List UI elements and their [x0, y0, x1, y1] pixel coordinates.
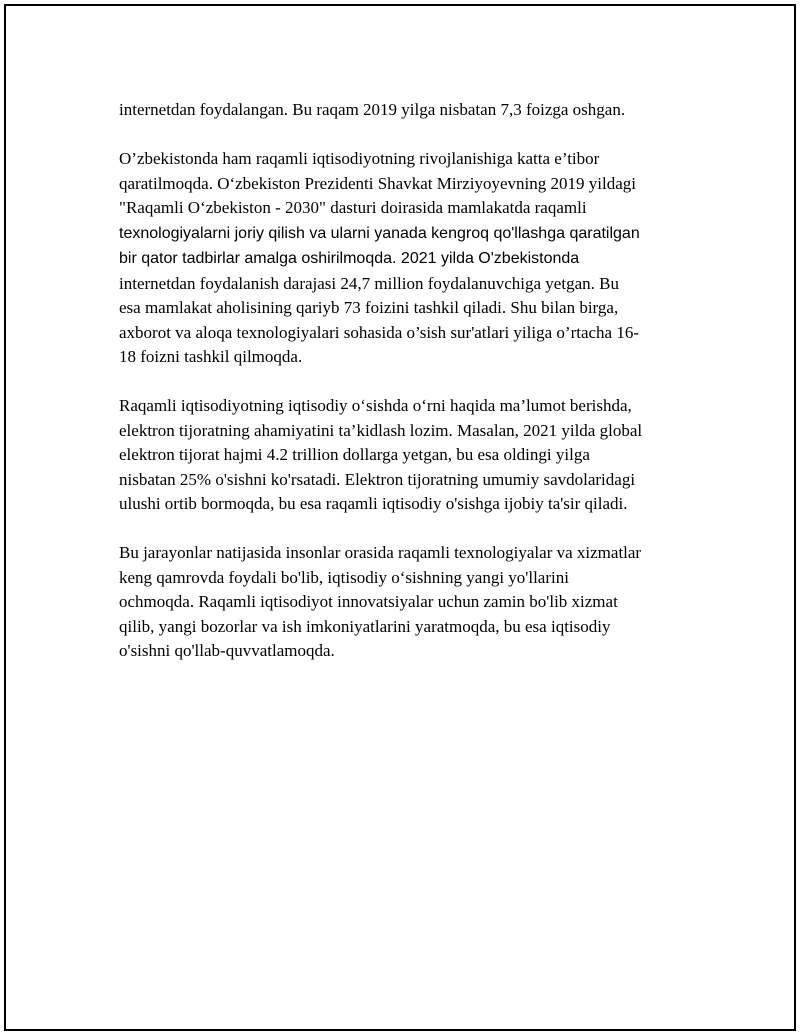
paragraph-2-line: qaratilmoqda. O‘zbekiston Prezidenti Shavkat Mirziyoyevning 2019 yildagi	[119, 173, 636, 193]
paragraph-2-line: bir qator tadbirlar amalga oshirilmoqda. 2021 yilda O'zbekistonda	[119, 250, 580, 267]
paragraph-4-line: qilib, yangi bozorlar va ish imkoniyatlarini yaratmoqda, bu esa iqtisodiy	[119, 616, 611, 636]
paragraph-3-line: elektron tijoratning ahamiyatini ta’kidlash lozim. Masalan, 2021 yilda global	[119, 420, 643, 440]
document-page	[4, 4, 796, 1031]
paragraph-2-line: "Raqamli O‘zbekiston - 2030" dasturi doirasida mamlakatda raqamli	[119, 198, 587, 217]
paragraph-2-line: texnologiyalarni joriy qilish va ularni yanada kengroq qo'llashga qaratilgan	[119, 224, 640, 242]
paragraph-1	[119, 98, 697, 123]
paragraph-4-line: o'sishni qo'llab-quvvatlamoqda.	[119, 641, 335, 660]
paragraph-4-line: ochmoqda. Raqamli iqtisodiyot innovatsiyalar uchun zamin bo'lib xizmat	[119, 592, 618, 611]
paragraph-2-line: internetdan foydalanish darajasi 24,7 million foydalanuvchiga yetgan. Bu	[119, 273, 619, 293]
paragraph-2	[119, 147, 697, 370]
paragraph-4-line: Bu jarayonlar natijasida insonlar orasida raqamli texnologiyalar va xizmatlar	[119, 543, 642, 562]
paragraph-3-line: Raqamli iqtisodiyotning iqtisodiy o‘sishda o‘rni haqida ma’lumot berishda,	[119, 396, 632, 415]
paragraph-3	[119, 394, 697, 517]
paragraph-3-line: ulushi ortib bormoqda, bu esa raqamli iqtisodiy o'sishga ijobiy ta'sir qiladi.	[119, 494, 628, 513]
paragraph-2-line: esa mamlakat aholisining qariyb 73 foizini tashkil qiladi. Shu bilan birga,	[119, 298, 619, 317]
paragraph-4	[119, 541, 697, 664]
paragraph-3-line: elektron tijorat hajmi 4.2 trillion dollarga yetgan, bu esa oldingi yilga	[119, 445, 590, 464]
paragraph-1-text: internetdan foydalangan. Bu raqam 2019 yilga nisbatan 7,3 foizga oshgan.	[119, 100, 626, 119]
document-body	[119, 98, 697, 688]
paragraph-4-line: keng qamrovda foydali bo'lib, iqtisodiy o‘sishning yangi yo'llarini	[119, 567, 569, 587]
paragraph-2-line: O’zbekistonda ham raqamli iqtisodiyotning rivojlanishiga katta e’tibor	[119, 149, 600, 168]
paragraph-3-line: nisbatan 25% o'sishni ko'rsatadi. Elektron tijoratning umumiy savdolaridagi	[119, 469, 636, 489]
paragraph-2-line: axborot va aloqa texnologiyalari sohasida o’sish sur'atlari yiliga o’rtacha 16-	[119, 322, 639, 342]
paragraph-2-line: 18 foizni tashkil qilmoqda.	[119, 347, 303, 366]
